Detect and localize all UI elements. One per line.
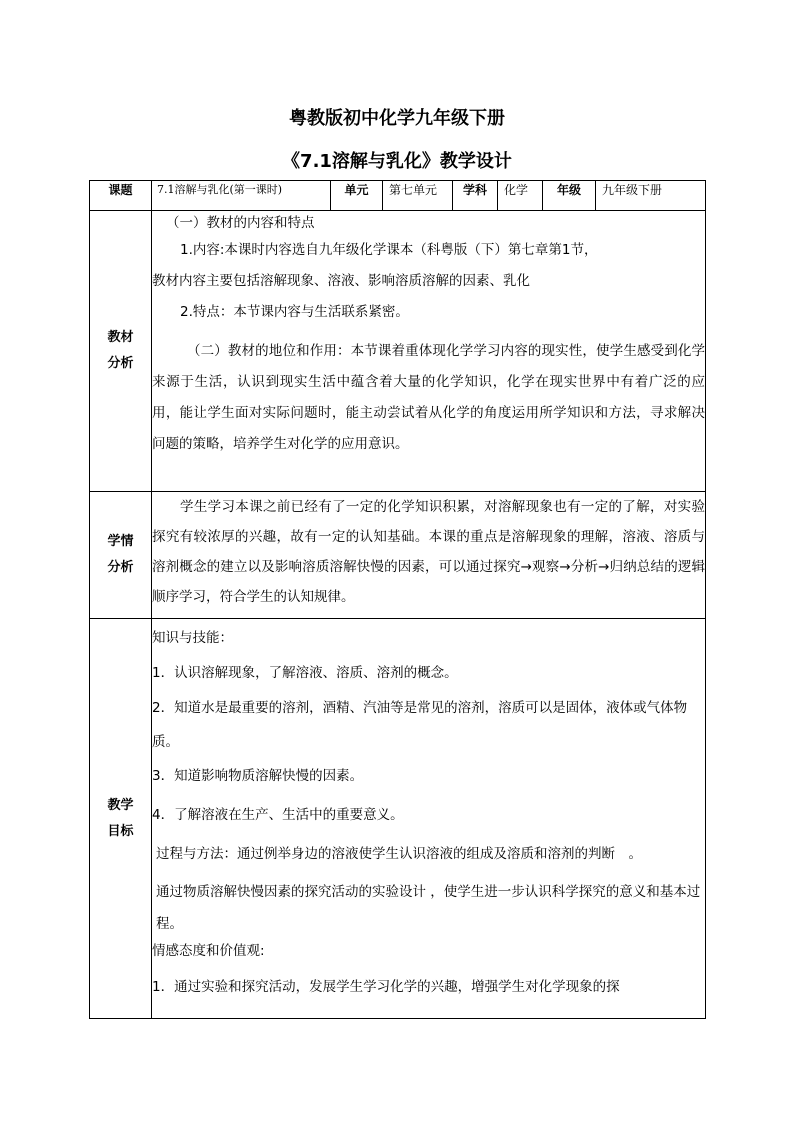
- learner-analysis-label: [90, 492, 152, 619]
- lesson-plan-table: [89, 180, 706, 1019]
- learner-label-line2: 分析: [107, 560, 134, 575]
- textbook-p2: 1.内容:本课时内容选自九年级化学课本（科粤版（下）第七章第1节，: [180, 242, 598, 258]
- textbook-p3: 教材内容主要包括溶解现象、溶液、影响溶质溶解的因素、乳化: [152, 273, 530, 289]
- method-item-2: 通过物质溶解快慢因素的探究活动的实验设计 ，使学生进一步认识科学探究的意义和基本过程。: [156, 884, 701, 932]
- textbook-label-line2: 分析: [107, 356, 134, 371]
- learner-analysis-content: [152, 492, 706, 619]
- learner-label-line1: 学情: [107, 534, 134, 549]
- subject-value: 化学: [498, 181, 543, 211]
- unit-label: 单元: [331, 181, 383, 211]
- learner-text: 学生学习本课之前已经有了一定的化学知识积累，对溶解现象也有一定的了解，对实验探究有较浓厚的兴趣，故有一定的认知基础。本课的重点是溶解现象的理解，溶液、溶质与溶剂概念的建立以及影响溶质溶解快慢的因素，可以通过探究→观察→分析→归纳总结的逻辑顺序学习，符合学生的认知规律。: [152, 499, 705, 605]
- objectives-label-line1: 教学: [107, 797, 134, 813]
- header-row: [90, 181, 706, 211]
- lesson-label: 课题: [90, 181, 152, 211]
- emotion-title: 情感态度和价值观:: [152, 943, 265, 959]
- document-subtitle: 《7.1溶解与乳化》教学设计: [282, 151, 512, 172]
- grade-value: 九年级下册: [596, 181, 706, 211]
- objectives-content: [152, 619, 706, 1019]
- grade-label: 年级: [543, 181, 596, 211]
- textbook-p1: （一）教材的内容和特点: [166, 215, 315, 231]
- knowledge-title: 知识与技能：: [152, 630, 233, 646]
- textbook-analysis-label: [90, 211, 152, 492]
- knowledge-item-4: 4．了解溶液在生产、生活中的重要意义。: [152, 807, 404, 823]
- objectives-row: [90, 619, 706, 1019]
- emotion-item-1: 1．通过实验和探究活动，发展学生学习化学的兴趣，增强学生对化学现象的探: [152, 979, 620, 995]
- textbook-analysis-content: [152, 211, 706, 492]
- textbook-analysis-row: [90, 211, 706, 492]
- knowledge-item-1: 1．认识溶解现象，了解溶液、溶质、溶剂的概念。: [152, 665, 458, 681]
- textbook-label-line1: 教材: [107, 330, 134, 345]
- objectives-label: [90, 619, 152, 1019]
- document-title: 粤教版初中化学九年级下册: [289, 108, 505, 129]
- objectives-label-line2: 目标: [107, 823, 134, 839]
- unit-value: 第七单元: [383, 181, 453, 211]
- knowledge-item-3: 3．知道影响物质溶解快慢的因素。: [152, 768, 364, 784]
- method-item-1: 过程与方法：通过例举身边的溶液使学生认识溶液的组成及溶质和溶剂的判断 。: [156, 846, 642, 862]
- textbook-p4: 2.特点：本节课内容与生活联系紧密。: [180, 304, 409, 320]
- subject-label: 学科: [453, 181, 498, 211]
- learner-analysis-row: [90, 492, 706, 619]
- textbook-p5: （二）教材的地位和作用：本节课着重体现化学学习内容的现实性，使学生感受到化学来源于生活，认识到现实生活中蕴含着大量的化学知识，化学在现实世界中有着广泛的应用，能让学生面对实际问题时，能主动尝试着从化学的角度运用所学知识和方法，寻求解决问题的策略，培养学生对化学的应用意识。: [152, 343, 705, 452]
- lesson-value: 7.1溶解与乳化(第一课时): [152, 181, 331, 211]
- knowledge-item-2: 2．知道水是最重要的溶剂，酒精、汽油等是常见的溶剂，溶质可以是固体，液体或气体物质。: [152, 700, 688, 750]
